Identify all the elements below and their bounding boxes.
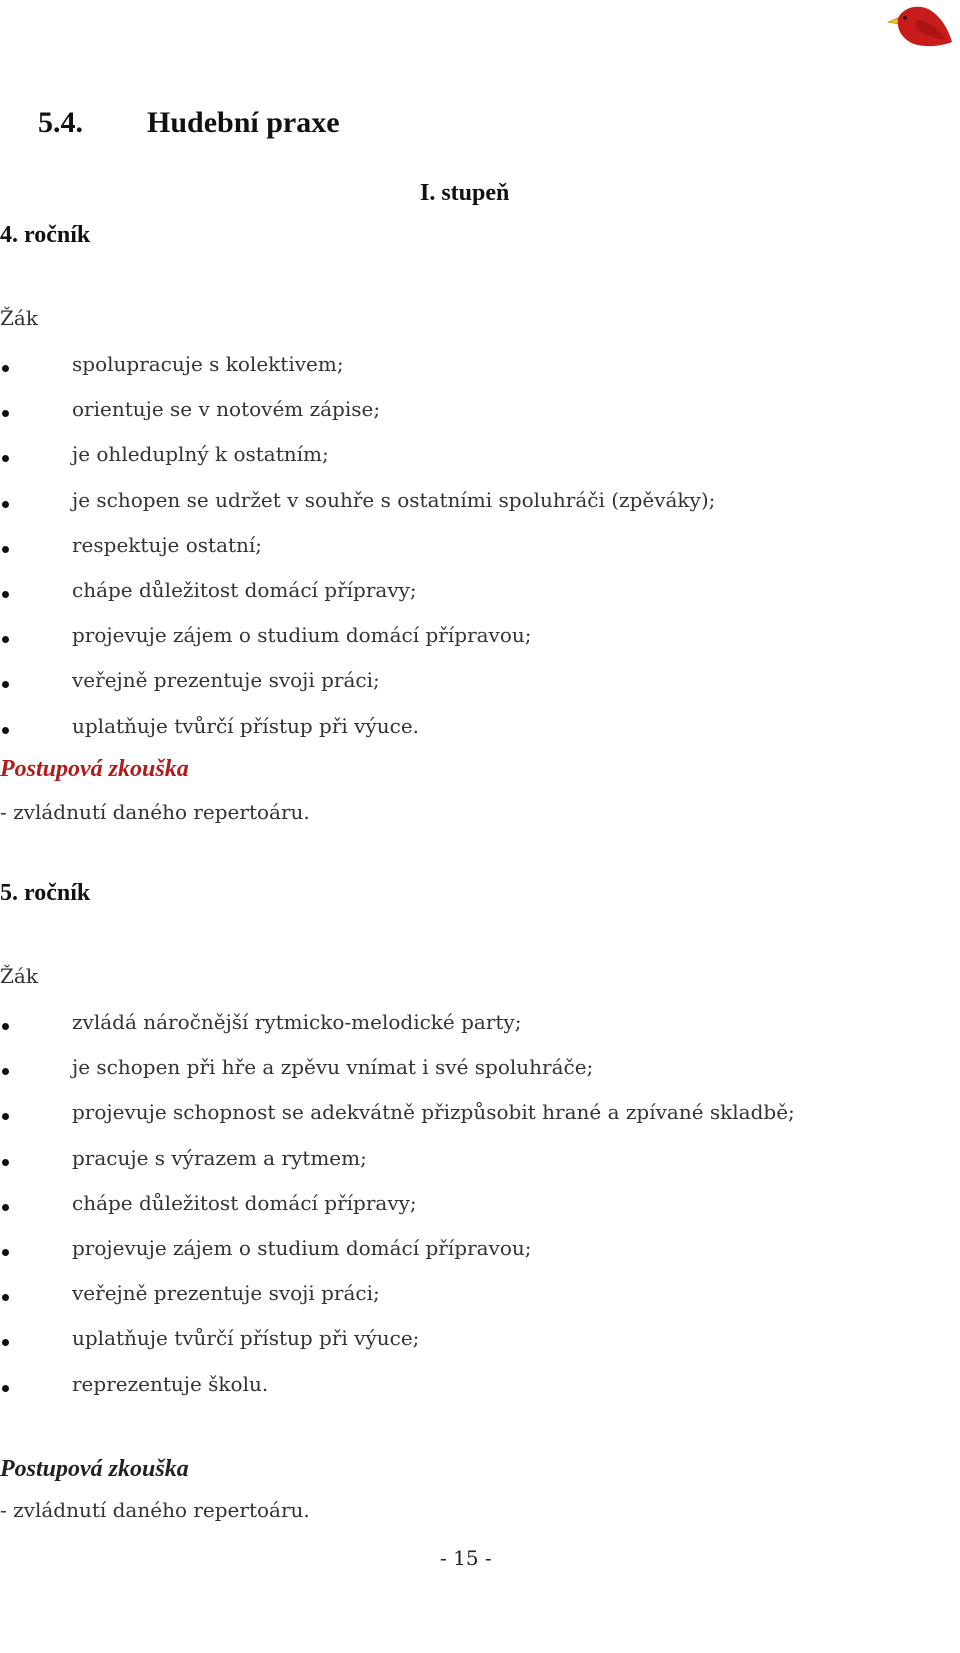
- bullet-icon: [2, 1023, 9, 1030]
- bullet-icon: [2, 410, 9, 417]
- bullet-icon: [2, 1249, 9, 1256]
- bullet-icon: [2, 1113, 9, 1120]
- bullet-icon: [2, 455, 9, 462]
- list-item: je ohleduplný k ostatním;: [72, 442, 329, 467]
- grade4-exam-title: Postupová zkouška: [0, 756, 189, 782]
- bullet-icon: [2, 727, 9, 734]
- list-item: projevuje zájem o studium domácí přípravou;: [72, 1236, 532, 1260]
- red-bird-logo-icon: [886, 2, 956, 52]
- bullet-icon: [2, 1294, 9, 1301]
- bullet-icon: [2, 501, 9, 508]
- grade5-subject: Žák: [0, 964, 38, 988]
- grade5-exam-text: - zvládnutí daného repertoáru.: [0, 1498, 310, 1522]
- grade5-heading: 5. ročník: [0, 880, 91, 906]
- bullet-icon: [2, 365, 9, 372]
- bullet-icon: [2, 1204, 9, 1211]
- list-item: projevuje zájem o studium domácí přípravou;: [72, 623, 532, 648]
- list-item: veřejně prezentuje svoji práci;: [72, 1281, 380, 1306]
- list-item: pracuje s výrazem a rytmem;: [72, 1145, 367, 1170]
- list-item: chápe důležitost domácí přípravy;: [72, 1190, 417, 1215]
- list-item: projevuje schopnost se adekvátně přizpůsobit hrané a zpívané skladbě;: [72, 1100, 795, 1125]
- list-item: je schopen při hře a zpěvu vnímat i své spoluhráče;: [72, 1055, 594, 1080]
- bullet-icon: [2, 546, 9, 553]
- list-item: veřejně prezentuje svoji práci;: [72, 668, 380, 693]
- grade4-subject: Žák: [0, 306, 38, 330]
- bullet-icon: [2, 681, 9, 688]
- list-item: chápe důležitost domácí přípravy;: [72, 578, 417, 602]
- list-item: orientuje se v notovém zápise;: [72, 397, 381, 422]
- bullet-icon: [2, 1339, 9, 1346]
- list-item: reprezentuje školu.: [72, 1371, 269, 1396]
- grade5-exam-title: Postupová zkouška: [0, 1456, 189, 1482]
- level-heading: I. stupeň: [420, 180, 510, 206]
- list-item: respektuje ostatní;: [72, 532, 263, 557]
- page-number: - 15 -: [440, 1546, 492, 1570]
- bullet-icon: [2, 591, 9, 598]
- section-title: Hudební praxe: [147, 106, 340, 139]
- grade4-exam-text: - zvládnutí daného repertoáru.: [0, 800, 310, 824]
- bullet-icon: [2, 1159, 9, 1166]
- list-item: je schopen se udržet v souhře s ostatními spoluhráči (zpěváky);: [72, 487, 716, 512]
- list-item: uplatňuje tvůrčí přístup při výuce;: [72, 1326, 420, 1351]
- grade4-heading: 4. ročník: [0, 222, 91, 248]
- bullet-icon: [2, 636, 9, 643]
- bullet-icon: [2, 1068, 9, 1075]
- section-number: 5.4.: [38, 106, 83, 139]
- bullet-icon: [2, 1385, 9, 1392]
- list-item: zvládá náročnější rytmicko-melodické party;: [72, 1010, 522, 1034]
- list-item: spolupracuje s kolektivem;: [72, 352, 344, 376]
- list-item: uplatňuje tvůrčí přístup při výuce.: [72, 713, 420, 738]
